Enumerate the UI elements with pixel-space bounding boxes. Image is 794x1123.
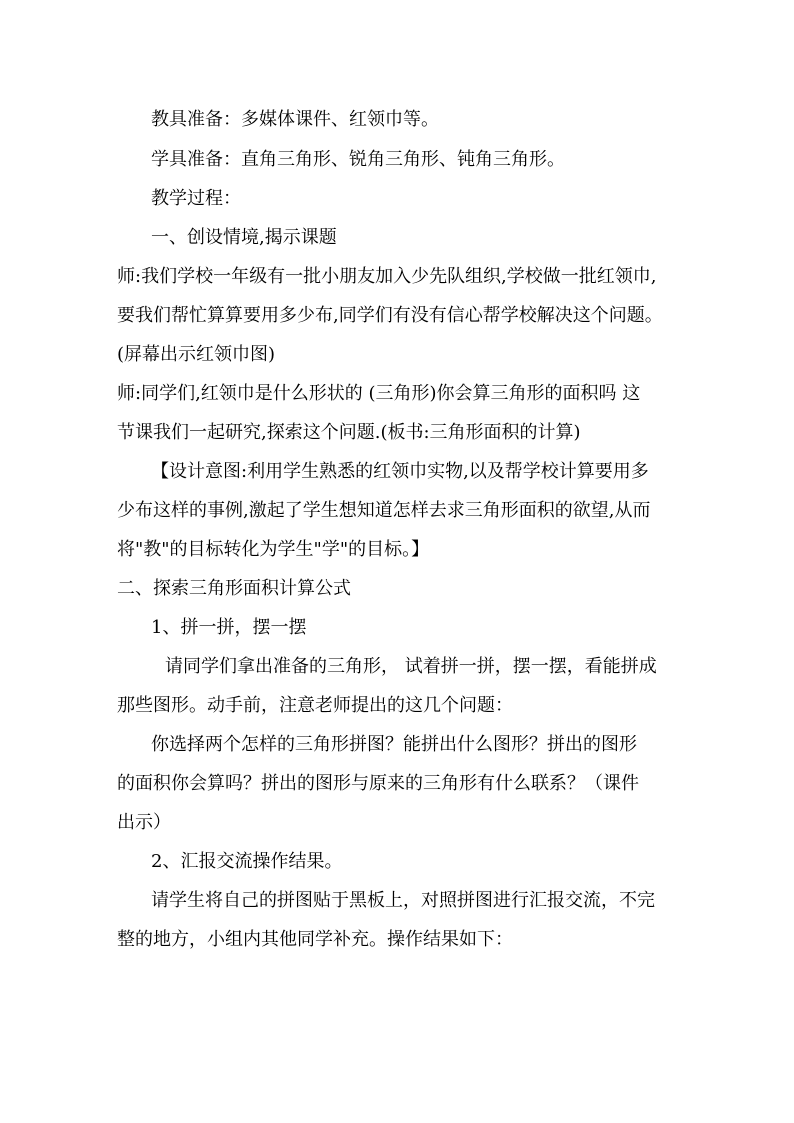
paragraph-line: 你选择两个怎样的三角形拼图？能拼出什么图形？拼出的图形	[151, 734, 637, 755]
section-heading-1: 一、创设情境,揭示课题	[151, 227, 337, 248]
paragraph-line: 整的地方，小组内其他同学补充。操作结果如下：	[117, 929, 513, 950]
paragraph-line: 师:我们学校一年级有一批小朋友加入少先队组织,学校做一批红领巾,	[117, 266, 657, 287]
paragraph-line: 要我们帮忙算算要用多少布,同学们有没有信心帮学校解决这个问题。	[117, 305, 663, 326]
paragraph-line: 师:同学们,红领巾是什么形状的 (三角形)你会算三角形的面积吗 这	[117, 383, 641, 404]
paragraph-line: 出示）	[117, 812, 171, 833]
subsection-heading-1: 1、拼一拼，摆一摆	[151, 617, 307, 638]
paragraph-teaching-process: 教学过程：	[151, 188, 241, 209]
subsection-heading-2: 2、汇报交流操作结果。	[151, 851, 343, 872]
paragraph-line: 那些图形。动手前，注意老师提出的这几个问题：	[117, 695, 513, 716]
design-intent-line: 将"教"的目标转化为学生"学"的目标。】	[117, 539, 430, 560]
section-heading-2: 二、探索三角形面积计算公式	[117, 578, 351, 599]
paragraph-teaching-aids: 教具准备：多媒体课件、红领巾等。	[151, 109, 439, 130]
design-intent-line: 少布这样的事例,激起了学生想知道怎样去求三角形面积的欲望,从而	[117, 500, 651, 521]
paragraph-line: 节课我们一起研究,探索这个问题.(板书:三角形面积的计算)	[117, 422, 581, 443]
paragraph-line: 的面积你会算吗？拼出的图形与原来的三角形有什么联系？（课件	[117, 773, 639, 794]
paragraph-line: 请同学们拿出准备的三角形， 试着拼一拼，摆一摆，看能拼成	[165, 656, 657, 677]
design-intent-line: 【设计意图:利用学生熟悉的红领巾实物,以及帮学校计算要用多	[151, 461, 649, 482]
paragraph-student-aids: 学具准备：直角三角形、锐角三角形、钝角三角形。	[151, 149, 565, 170]
paragraph-line: (屏幕出示红领巾图)	[117, 344, 276, 365]
paragraph-line: 请学生将自己的拼图贴于黑板上，对照拼图进行汇报交流，不完	[151, 890, 655, 911]
